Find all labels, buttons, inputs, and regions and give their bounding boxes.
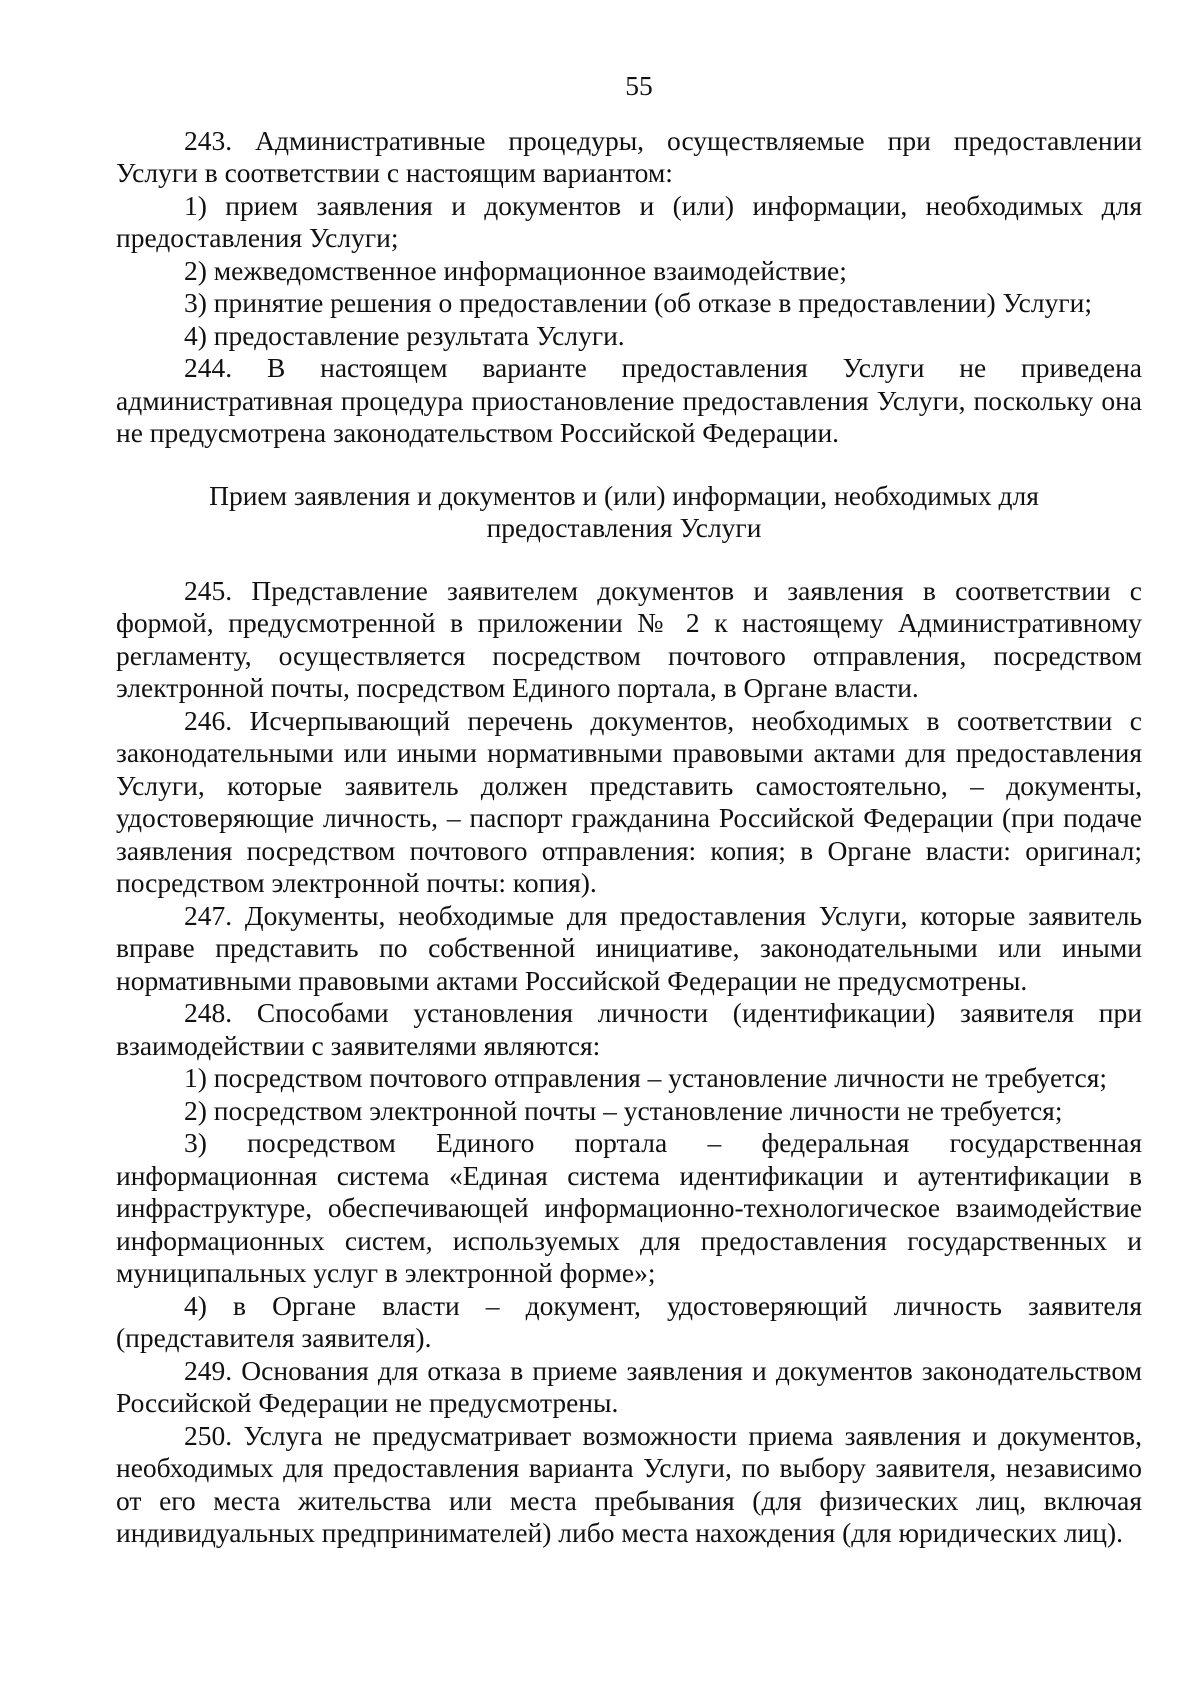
section-heading (116, 480, 1142, 545)
list-item-3: 3) принятие решения о предоставлении (об отказе в предоставлении) Услуги; (184, 287, 1092, 318)
section-heading-line-2: предоставления Услуги (486, 512, 762, 543)
page-number: 55 (625, 70, 653, 101)
section-heading-line-1: Прием заявления и документов и (или) информации, необходимых для (209, 479, 1039, 511)
paragraph-244: 244. В настоящем варианте предоставления Услуги не приведена административная процедура приостановление предоставления Услуги, поскольку она не предусмотрена законодательством Российской Федерации. (116, 352, 1142, 448)
identification-item-2: 2) посредством электронной почты – установление личности не требуется; (184, 1094, 1063, 1126)
list-item-2: 2) межведомственное информационное взаимодействие; (184, 254, 847, 286)
paragraph-246: 246. Исчерпывающий перечень документов, необходимых в соответствии с законодательными или иными нормативными правовыми актами для предоставления Услуги, которые заявитель должен представить самостоятельно, – документы, удостоверяющие личность, – паспорт гражданина Российской Федерации (при подаче заявления посредством почтового отправления: копия; в Органе власти: оригинал; посредством электронной почты: копия). (116, 704, 1142, 898)
identification-item-1: 1) посредством почтового отправления – установление личности не требуется; (184, 1062, 1107, 1093)
identification-item-3: 3) посредством Единого портала – федеральная государственная информационная система «Единая система идентификации и аутентификации в инфраструктуре, обеспечивающей информационно-технологическое взаимодействие информационных систем, используемых для предоставления государственных и муниципальных услуг в электронной форме»; (116, 1127, 1142, 1288)
list-item-1: 1) прием заявления и документов и (или) информации, необходимых для предоставления Услуги; (116, 189, 1142, 253)
paragraph-250: 250. Услуга не предусматривает возможности приема заявления и документов, необходимых для предоставления варианта Услуги, по выбору заявителя, независимо от его места жительства или места пребывания (для физических лиц, включая индивидуальных предпринимателей) либо места нахождения (для юридических лиц). (116, 1419, 1142, 1548)
identification-item-4: 4) в Органе власти – документ, удостоверяющий личность заявителя (представителя заявителя). (116, 1289, 1142, 1353)
list-item-4: 4) предоставление результата Услуги. (184, 319, 625, 351)
paragraph-245: 245. Представление заявителем документов и заявления в соответствии с формой, предусмотренной в приложении № 2 к настоящему Административному регламенту, осуществляется посредством почтового отправления, посредством электронной почты, посредством Единого портала, в Органе власти. (116, 574, 1142, 703)
paragraph-249: 249. Основания для отказа в приеме заявления и документов законодательством Российской Федерации не предусмотрены. (116, 1354, 1142, 1418)
paragraph-243: 243. Административные процедуры, осуществляемые при предоставлении Услуги в соответствии с настоящим вариантом: (116, 124, 1142, 188)
paragraph-247: 247. Документы, необходимые для предоставления Услуги, которые заявитель вправе представить по собственной инициативе, законодательными или иными нормативными правовыми актами Российской Федерации не предусмотрены. (116, 899, 1142, 996)
paragraph-248: 248. Способами установления личности (идентификации) заявителя при взаимодействии с заявителями являются: (116, 997, 1142, 1061)
